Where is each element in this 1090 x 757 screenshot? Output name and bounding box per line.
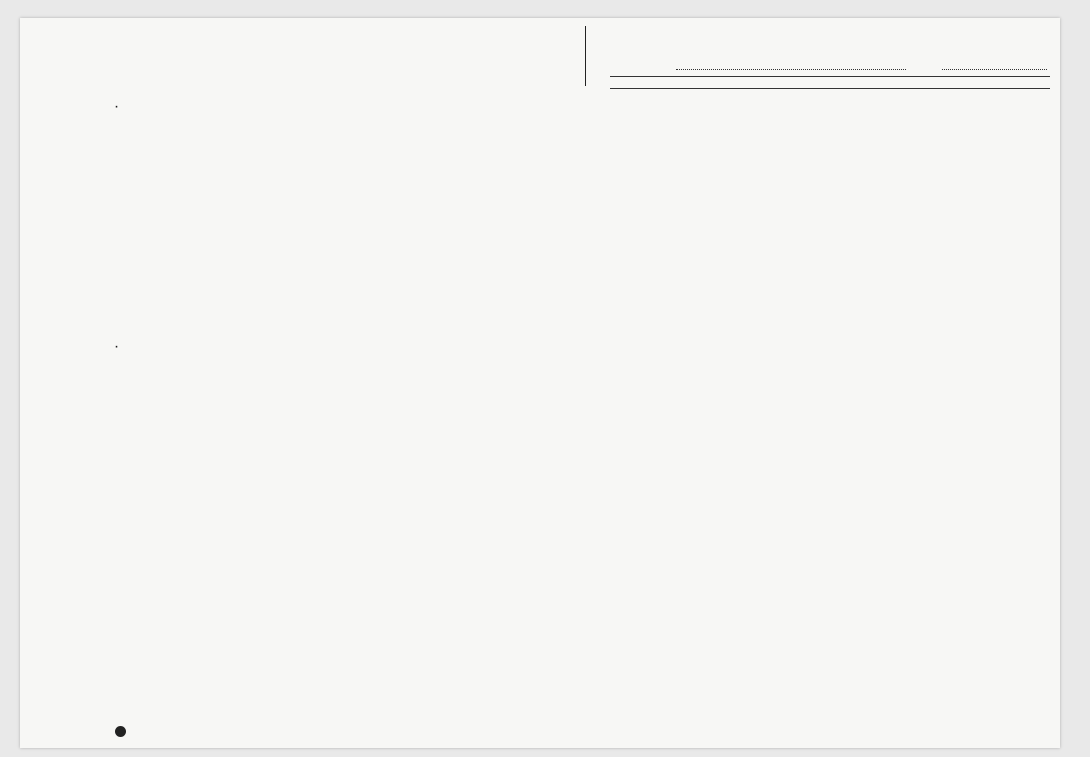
footer-mark (115, 726, 130, 737)
prov-underline (942, 69, 1047, 70)
header-rule-2 (610, 88, 1050, 89)
census-form (20, 18, 1060, 748)
table-6b-title: . (115, 338, 125, 351)
gemeente-underline (676, 69, 906, 70)
cbs-logo-icon (115, 726, 126, 737)
table-7-title (115, 458, 121, 470)
table-6a-title: . (115, 98, 125, 111)
header-divider (585, 26, 586, 86)
header-rule-1 (610, 76, 1050, 77)
